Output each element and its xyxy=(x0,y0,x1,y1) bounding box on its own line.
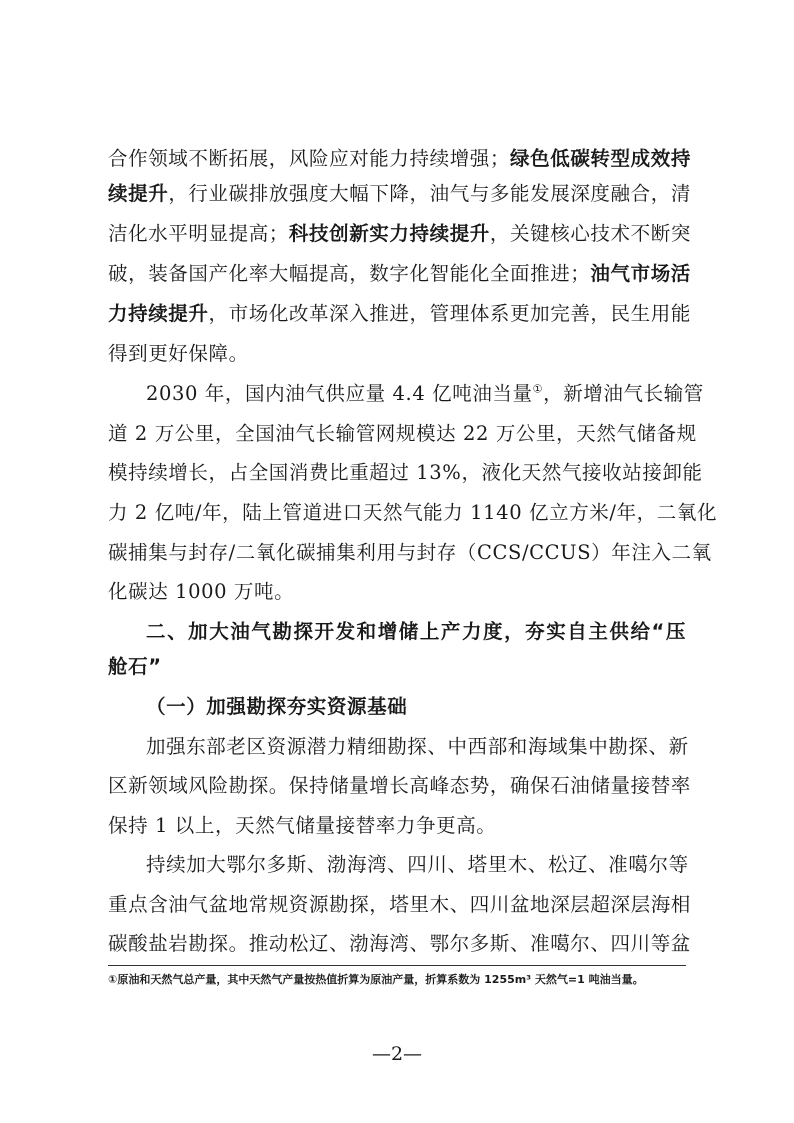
paragraph-line xyxy=(108,302,691,326)
bold-text-run: 科技创新实力持续提升 xyxy=(288,222,490,245)
paragraph-line: 力 2 亿吨/年，陆上管道进口天然气能力 1140 亿立方米/年，二氧化 xyxy=(108,501,718,524)
subsection-heading: （一）加强勘探夯实资源基础 xyxy=(146,695,408,718)
paragraph-line: 保持 1 以上，天然气储量接替率力争更高。 xyxy=(108,814,497,837)
bold-text-run: 力持续提升 xyxy=(108,302,209,325)
paragraph-line: 碳捕集与封存/二氧化碳捕集利用与封存（CCS/CCUS）年注入二氧 xyxy=(108,541,712,564)
paragraph-line: 重点含油气盆地常规资源勘探，塔里木、四川盆地深层超深层海相 xyxy=(108,893,691,916)
paragraph-line: 碳酸盐岩勘探。推动松辽、渤海湾、鄂尔多斯、准噶尔、四川等盆 xyxy=(108,932,691,955)
paragraph-line: 模持续增长，占全国消费比重超过 13%，液化天然气接收站接卸能 xyxy=(108,461,703,484)
text-run: 合作领域不断拓展，风险应对能力持续增强； xyxy=(108,147,511,170)
paragraph-line xyxy=(108,182,691,206)
footnote-divider xyxy=(108,965,686,966)
text-run: ，行业碳排放强度大幅下降，油气与多能发展深度融合，清 xyxy=(168,182,691,205)
footnote: ①原油和天然气总产量，其中天然气产量按热值折算为原油产量，折算系数为 1255m³ 天然气=1 吨油当量。 xyxy=(108,973,644,986)
text-run: 洁化水平明显提高； xyxy=(108,222,289,245)
bold-text-run: 绿色低碳转型成效持 xyxy=(510,147,691,170)
paragraph-line: 加强东部老区资源潜力精细勘探、中西部和海域集中勘探、新 xyxy=(146,735,689,758)
section-heading: 二、加大油气勘探开发和增储上产力度，夯实自主供给“压 xyxy=(146,620,686,643)
footnote-marker: ① xyxy=(532,382,544,396)
text-run: ，关键核心技术不断突 xyxy=(489,222,691,245)
text-run: ，新增油气长输管 xyxy=(543,382,704,405)
paragraph-line: 化碳达 1000 万吨。 xyxy=(108,580,295,603)
paragraph-line: 得到更好保障。 xyxy=(108,342,249,365)
text-run: 破，装备国产化率大幅提高，数字化智能化全面推进； xyxy=(108,262,591,285)
paragraph-line xyxy=(108,262,691,286)
section-heading-continued: 舱石” xyxy=(108,655,162,678)
paragraph-line xyxy=(108,222,691,246)
text-run: ，市场化改革深入推进，管理体系更加完善，民生用能 xyxy=(208,302,691,325)
page-number: —2— xyxy=(371,1043,423,1065)
paragraph-line: 区新领域风险勘探。保持储量增长高峰态势，确保石油储量接替率 xyxy=(108,774,691,797)
bold-text-run: 续提升 xyxy=(108,182,169,205)
paragraph-line: 道 2 万公里，全国油气长输管网规模达 22 万公里，天然气储备规 xyxy=(108,422,697,445)
text-run: 2030 年，国内油气供应量 4.4 亿吨油当量 xyxy=(146,382,533,405)
paragraph-line xyxy=(146,382,704,406)
paragraph-line: 持续加大鄂尔多斯、渤海湾、四川、塔里木、松辽、准噶尔等 xyxy=(146,853,689,876)
bold-text-run: 油气市场活 xyxy=(590,262,691,285)
paragraph-line xyxy=(108,147,691,171)
